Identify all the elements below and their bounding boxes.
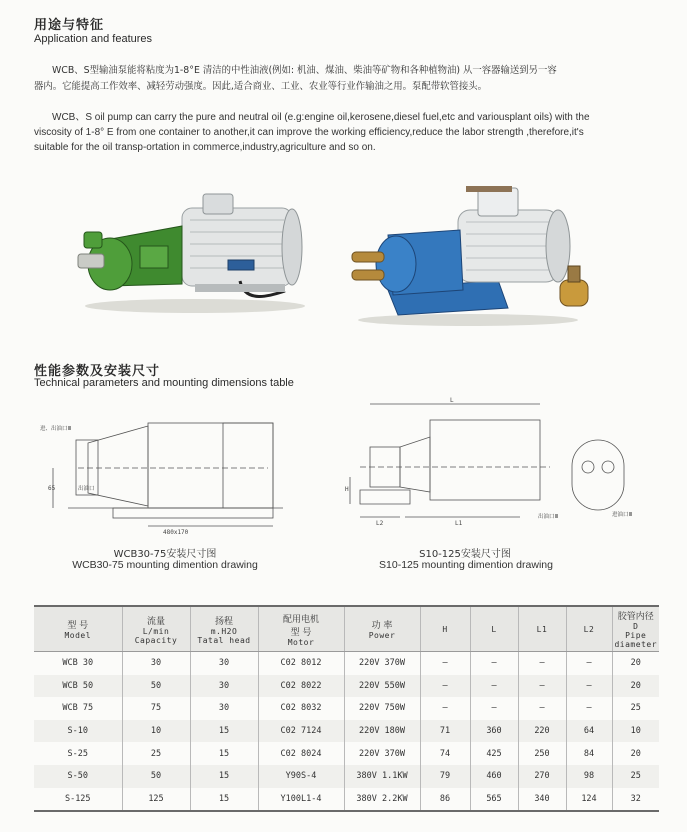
table-cell: 50: [122, 765, 190, 788]
table-cell: S-10: [34, 720, 122, 743]
table-cell: 86: [420, 788, 470, 812]
table-cell: 30: [122, 652, 190, 675]
table-cell: 15: [190, 720, 258, 743]
col-h: H: [420, 606, 470, 652]
table-cell: 30: [190, 652, 258, 675]
table-cell: 10: [122, 720, 190, 743]
table-cell: 220V 180W: [344, 720, 420, 743]
col-capacity: 流量 L/min Capacity: [122, 606, 190, 652]
table-cell: 25: [612, 697, 659, 720]
col-l2: L2: [566, 606, 612, 652]
table-cell: 71: [420, 720, 470, 743]
table-cell: –: [518, 652, 566, 675]
table-cell: –: [470, 675, 518, 698]
col-motor: 配用电机 型 号 Motor: [258, 606, 344, 652]
table-cell: C02 7124: [258, 720, 344, 743]
table-cell: S-50: [34, 765, 122, 788]
drawing-right-label-in: 进油口Ⅲ: [612, 512, 633, 518]
table-cell: –: [470, 697, 518, 720]
caption-left-en: WCB30-75 mounting dimention drawing: [72, 559, 258, 571]
table-cell: 15: [190, 765, 258, 788]
table-cell: 124: [566, 788, 612, 812]
table-cell: 220V 550W: [344, 675, 420, 698]
section-title-en: Application and features: [34, 33, 153, 45]
table-cell: 460: [470, 765, 518, 788]
table-cell: –: [518, 675, 566, 698]
table-cell: 25: [122, 742, 190, 765]
description-en-line3: suitable for the oil transp-ortation in commerce,industry,agriculture and so on.: [34, 142, 376, 153]
table-cell: C02 8032: [258, 697, 344, 720]
description-cn-line1: WCB、S型输油泵能将粘度为1-8°E 清洁的中性油液(例如: 机油、煤油、柴油等矿物和各种植物油) 从一容器输送到另一容: [52, 65, 557, 76]
table-cell: 50: [122, 675, 190, 698]
table-header-row: [34, 606, 659, 652]
col-pipe-diameter: 胶管内径 D Pipe diameter: [612, 606, 659, 652]
description-cn-line2: 器内。它能提高工作效率、减轻劳动强度。因此,适合商业、工业、农业等行业作输油之用。泵配带软管接头。: [34, 81, 487, 92]
wcb-mounting-drawing: [40, 408, 288, 538]
table-cell: C02 8024: [258, 742, 344, 765]
table-cell: 75: [122, 697, 190, 720]
drawing-right-dim-L: L: [450, 397, 454, 404]
table-cell: –: [420, 652, 470, 675]
table-cell: C02 8012: [258, 652, 344, 675]
table-cell: 425: [470, 742, 518, 765]
table-cell: 30: [190, 697, 258, 720]
drawing-right-dim-L1: L1: [455, 520, 463, 527]
table-cell: 20: [612, 742, 659, 765]
table-row: [34, 697, 659, 720]
table-cell: 10: [612, 720, 659, 743]
table-cell: 32: [612, 788, 659, 812]
table-cell: –: [566, 697, 612, 720]
table-cell: 74: [420, 742, 470, 765]
table-cell: 565: [470, 788, 518, 812]
table-cell: –: [420, 675, 470, 698]
table-cell: 20: [612, 675, 659, 698]
table-cell: –: [566, 675, 612, 698]
table-cell: C02 8022: [258, 675, 344, 698]
col-l1: L1: [518, 606, 566, 652]
description-en-line1: WCB、S oil pump can carry the pure and neutral oil (e.g:engine oil,kerosene,diesel fuel,etc and variousplant oils) with the: [52, 112, 590, 123]
col-model: 型 号 Model: [34, 606, 122, 652]
table-cell: 15: [190, 788, 258, 812]
caption-left-cn: WCB30-75安装尺寸图: [113, 549, 217, 560]
description-en-line2: viscosity of 1-8° E from one container to another,it can improve the working efficiency,reduce the labor strength ,therefore,it's: [34, 127, 584, 138]
table-cell: –: [420, 697, 470, 720]
s-mounting-drawing: [340, 392, 650, 532]
table-row: [34, 765, 659, 788]
table-row: [34, 652, 659, 675]
table-cell: 220: [518, 720, 566, 743]
drawing-left-label-in-out: 进、出油口Ⅲ: [40, 426, 72, 432]
col-head: 扬程 m.H2O Tatal head: [190, 606, 258, 652]
drawing-left-label-out: 出油口: [78, 486, 95, 492]
table-row: [34, 720, 659, 743]
table-row: [34, 788, 659, 812]
table-cell: 380V 1.1KW: [344, 765, 420, 788]
drawing-right-dim-H: H: [345, 486, 349, 493]
table-cell: 25: [612, 765, 659, 788]
drawing-right-label-out: 出油口Ⅲ: [538, 514, 559, 520]
table-cell: 15: [190, 742, 258, 765]
table-cell: 84: [566, 742, 612, 765]
drawing-left-dim-h: 65: [48, 485, 56, 492]
drawing-right-dim-L2: L2: [376, 520, 384, 527]
caption-right-en: S10-125 mounting dimention drawing: [379, 559, 553, 571]
tech-title-cn: 性能参数及安装尺寸: [34, 364, 161, 379]
table-cell: WCB 75: [62, 703, 94, 714]
table-cell: 20: [612, 652, 659, 675]
table-cell: Y90S-4: [258, 765, 344, 788]
table-cell: 30: [190, 675, 258, 698]
table-cell: 270: [518, 765, 566, 788]
table-cell: –: [518, 697, 566, 720]
table-cell: 360: [470, 720, 518, 743]
table-cell: 79: [420, 765, 470, 788]
table-cell: 380V 2.2KW: [344, 788, 420, 812]
drawing-left-dim-bottom: 480x170: [163, 529, 189, 536]
table-cell: S-25: [67, 748, 88, 759]
table-cell: –: [470, 652, 518, 675]
table-cell: S-125: [34, 788, 122, 812]
table-cell: 125: [122, 788, 190, 812]
s-pump-photo: [348, 180, 588, 330]
table-row: [34, 675, 659, 698]
col-power: 功 率 Power: [344, 606, 420, 652]
table-cell: WCB 30: [62, 658, 94, 669]
parameters-table: [34, 605, 659, 812]
wcb-pump-photo: [70, 186, 315, 316]
section-title-cn: 用途与特征: [34, 18, 105, 33]
table-cell: WCB 50: [34, 675, 122, 698]
table-cell: Y100L1-4: [258, 788, 344, 812]
caption-right-cn: S10-125安装尺寸图: [419, 549, 511, 560]
table-cell: 64: [566, 720, 612, 743]
table-cell: 220V 370W: [344, 652, 420, 675]
table-cell: –: [566, 652, 612, 675]
table-cell: 250: [518, 742, 566, 765]
table-cell: 98: [566, 765, 612, 788]
col-l: L: [470, 606, 518, 652]
tech-title-en: Technical parameters and mounting dimensions table: [34, 377, 294, 389]
table-cell: 220V 370W: [344, 742, 420, 765]
table-cell: 340: [518, 788, 566, 812]
table-cell: 220V 750W: [344, 697, 420, 720]
table-row: [34, 742, 659, 765]
